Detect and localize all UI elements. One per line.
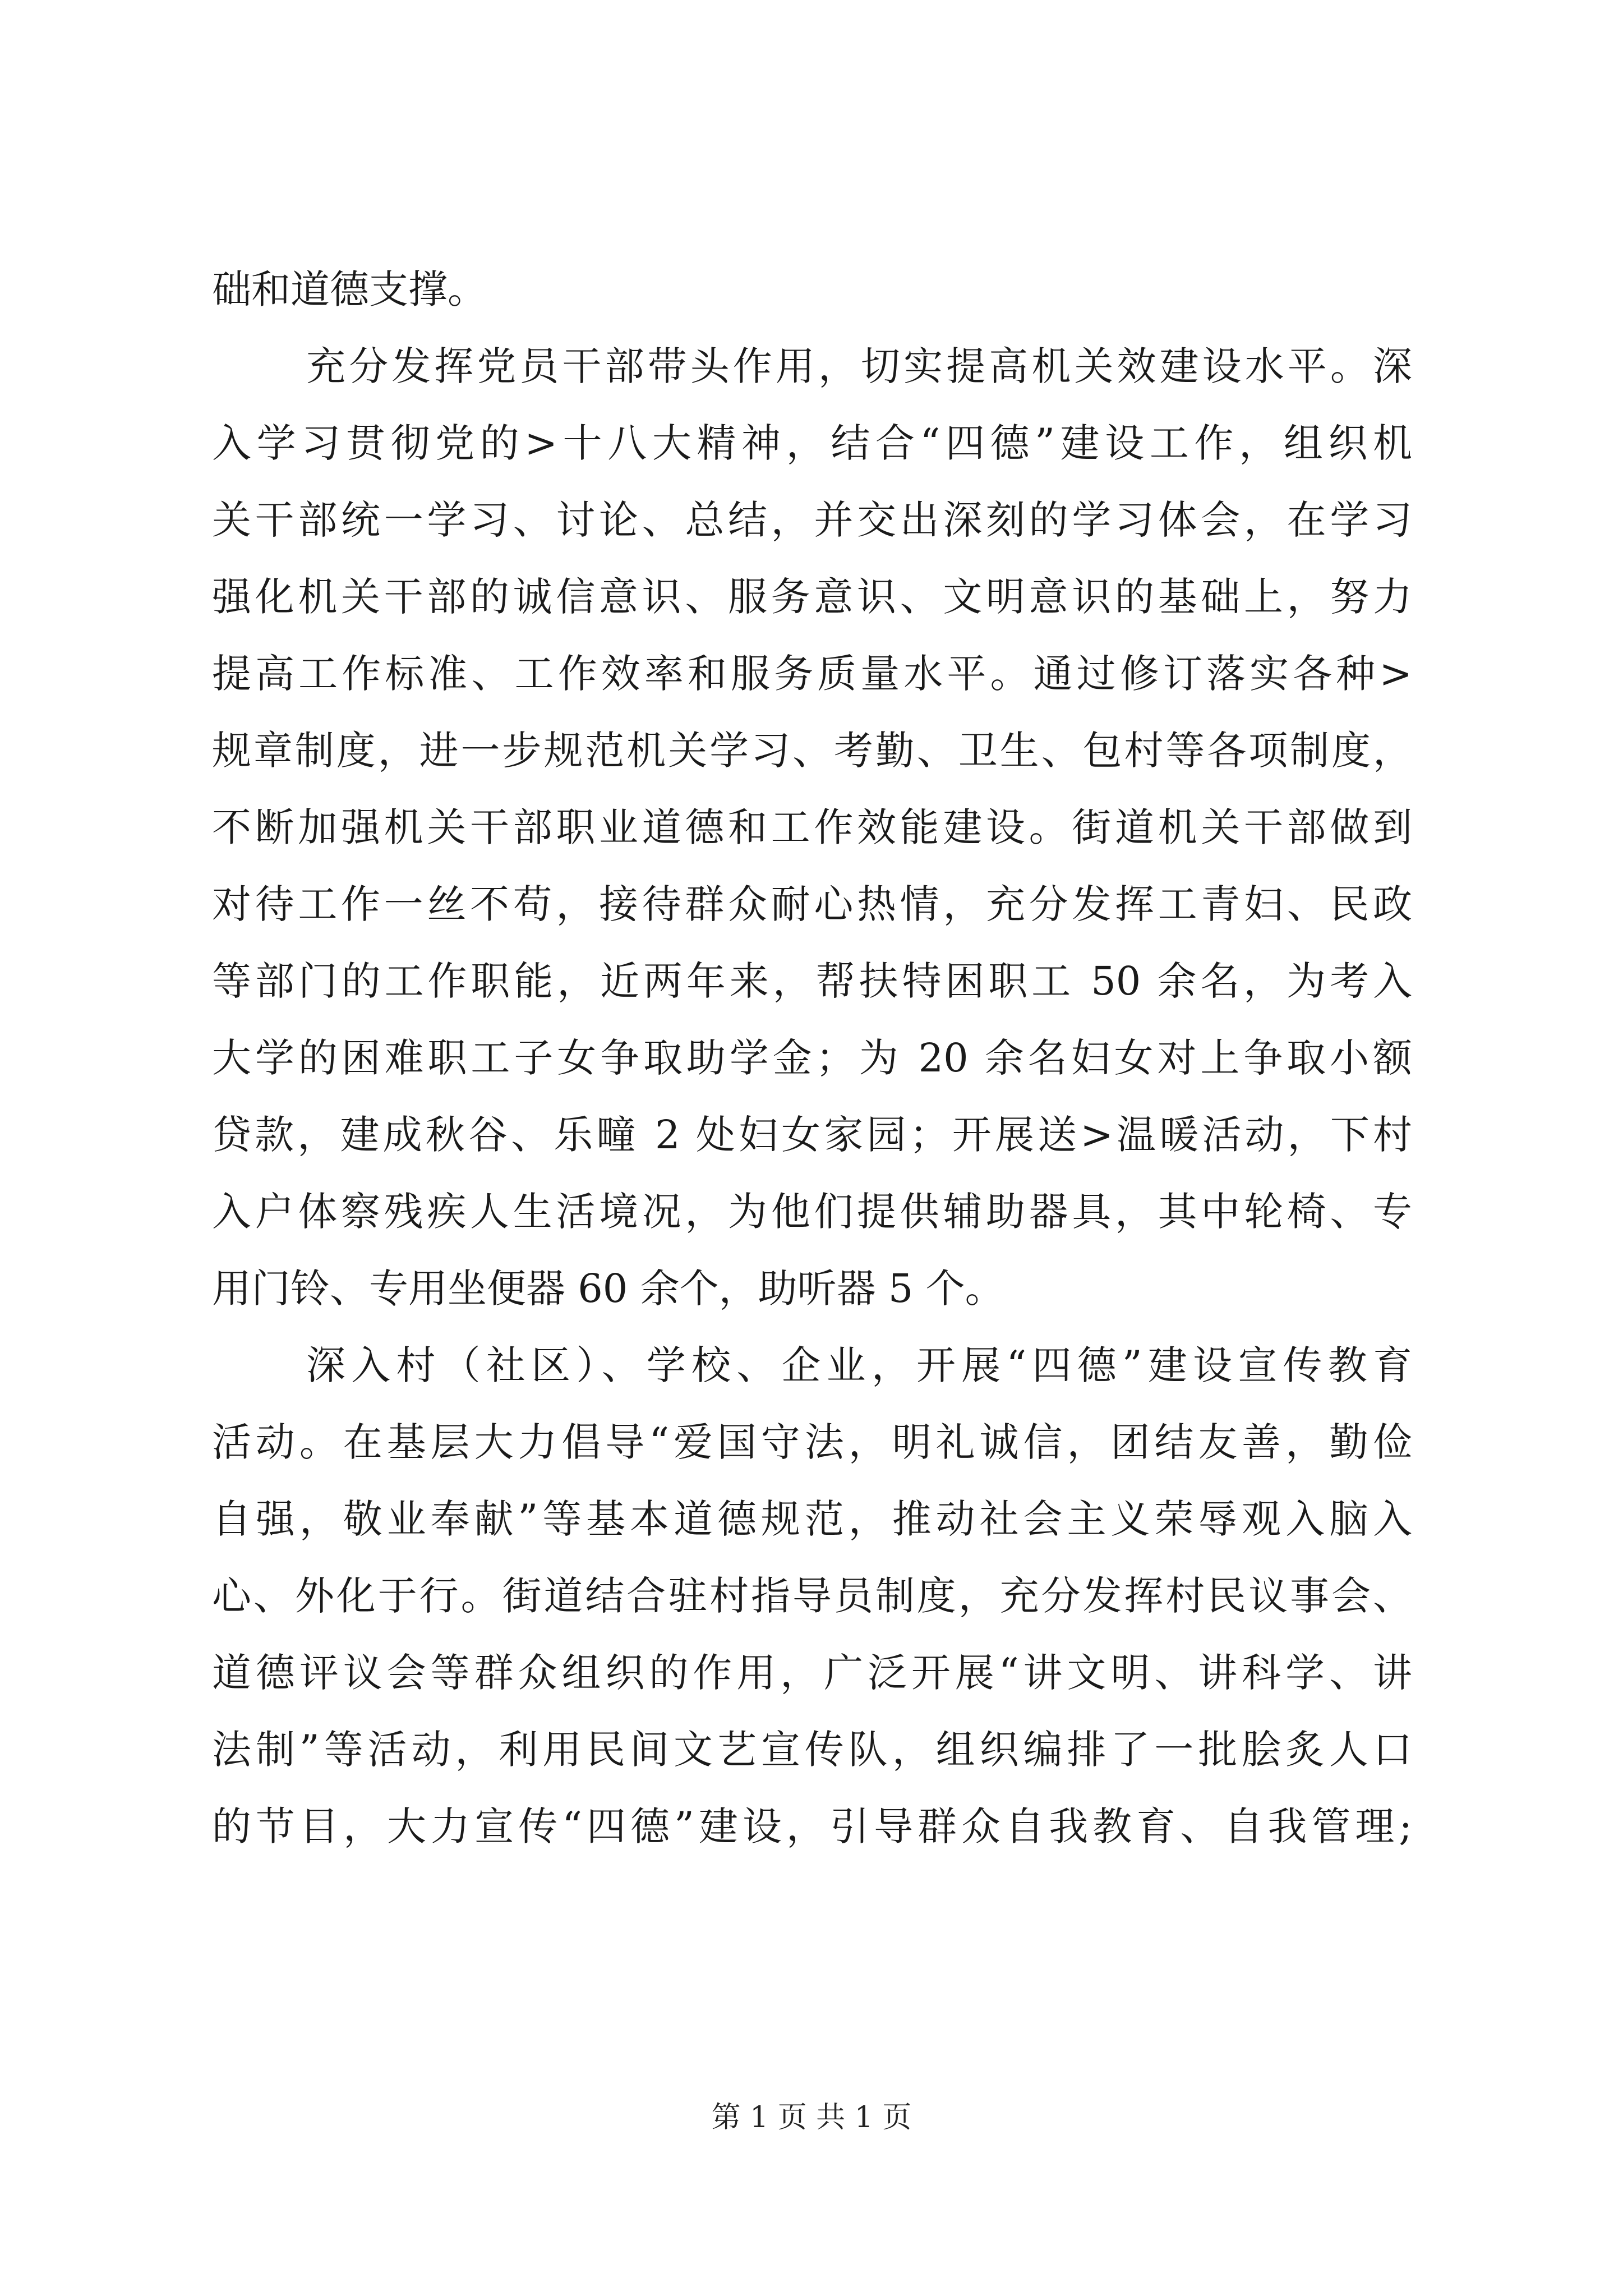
text-line: 等部门的工作职能，近两年来，帮扶特困职工 50 余名，为考入 [212,958,1412,1004]
text-line: 自强，敬业奉献”等基本道德规范，推动社会主义荣辱观入脑入 [212,1496,1412,1542]
text-line: 道德评议会等群众组织的作用，广泛开展“讲文明、讲科学、讲 [212,1650,1412,1696]
document-body [212,251,1412,1865]
text-line: 心、外化于行。街道结合驻村指导员制度，充分发挥村民议事会、 [212,1573,1412,1619]
paragraph-first-line: 充分发挥党员干部带头作用，切实提高机关效建设水平。深 [306,343,1412,389]
text-line: 法制”等活动，利用民间文艺宣传队，组织编排了一批脍炙人口 [212,1727,1412,1773]
page-number-footer: 第 1 页 共 1 页 [711,2101,912,2134]
text-line: 用门铃、专用坐便器 60 余个，助听器 5 个。 [212,1266,1004,1312]
text-line: 对待工作一丝不苟，接待群众耐心热情，充分发挥工青妇、民政 [212,881,1412,927]
text-line: 规章制度，进一步规范机关学习、考勤、卫生、包村等各项制度， [212,728,1412,774]
text-line: 础和道德支撑。 [212,266,487,312]
text-line: 强化机关干部的诚信意识、服务意识、文明意识的基础上，努力 [212,574,1412,620]
text-line: 的节目，大力宣传“四德”建设，引导群众自我教育、自我管理; [212,1803,1412,1849]
text-line: 贷款，建成秋谷、乐疃 2 处妇女家园；开展送>温暖活动，下村 [212,1112,1412,1158]
text-line: 大学的困难职工子女争取助学金；为 20 余名妇女对上争取小额 [212,1035,1412,1081]
paragraph-first-line: 深入村（社区）、学校、企业，开展“四德”建设宣传教育 [306,1342,1412,1388]
text-line: 入户体察残疾人生活境况，为他们提供辅助器具，其中轮椅、专 [212,1189,1412,1235]
text-line: 关干部统一学习、讨论、总结，并交出深刻的学习体会，在学习 [212,497,1412,543]
text-line: 活动。在基层大力倡导“爱国守法，明礼诚信，团结友善，勤俭 [212,1419,1412,1465]
text-line: 不断加强机关干部职业道德和工作效能建设。街道机关干部做到 [212,804,1412,850]
text-line: 提高工作标准、工作效率和服务质量水平。通过修订落实各种> [212,651,1412,697]
text-line: 入学习贯彻党的>十八大精神，结合“四德”建设工作，组织机 [212,420,1412,466]
